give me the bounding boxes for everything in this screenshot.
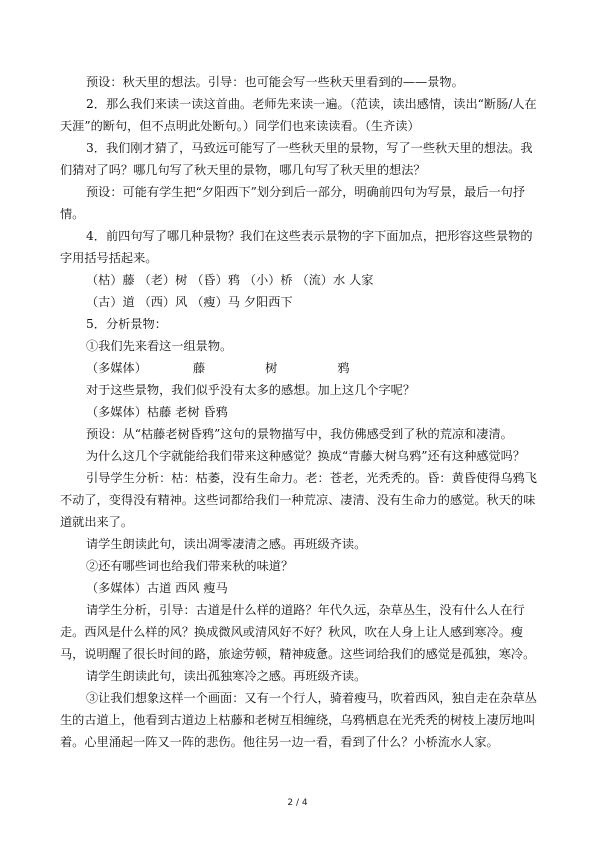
- paragraph: 3．我们刚才猜了，马致远可能写了一些秋天里的景物，写了一些秋天里的想法。我们猜对了吗？哪几句写了秋天里的景物，哪几句写了秋天里的想法？: [60, 141, 533, 177]
- paragraph: 为什么这几个字就能给我们带来这种感觉？换成“青藤大树乌鸦”还有这种感觉吗？: [86, 449, 526, 463]
- paragraph: 请学生朗读此句，读出凋零凄清之感。再班级齐读。: [86, 537, 367, 551]
- scenery-word: 树: [265, 361, 278, 375]
- scenery-line-1: （枯）藤 （老）树 （昏）鸦 （小）桥 （流）水 人家: [86, 273, 374, 287]
- paragraph: 4．前四句写了哪几种景物？我们在这些表示景物的字下面加点，把形容这些景物的字用括号括起来。: [60, 229, 533, 265]
- paragraph: 2．那么我们来读一读这首曲。老师先来读一遍。（范读，读出感情，读出“断肠/人在天涯”的断句，但不点明此处断句。）同学们也来读读看。（生齐读）: [60, 97, 537, 133]
- paragraph: 预设：从“枯藤老树昏鸦”这句的景物描写中，我仿佛感受到了秋的荒凉和凄清。: [86, 427, 513, 441]
- document-body: [60, 71, 538, 753]
- paragraph: 预设：秋天里的想法。引导：也可能会写一些秋天里看到的——景物。: [86, 75, 464, 89]
- paragraph: 5．分析景物：: [86, 317, 167, 331]
- multimedia-line: （多媒体）枯藤 老树 昏鸦: [86, 405, 228, 419]
- page-number: 2 / 4: [287, 798, 308, 808]
- paragraph: 请学生朗读此句，读出孤独寒冷之感。再班级齐读。: [86, 669, 367, 683]
- scenery-word: 鸦: [337, 361, 350, 375]
- multimedia-line: （多媒体）古道 西风 瘦马: [86, 581, 228, 595]
- paragraph: ③让我们想象这样一个画面：又有一个行人，骑着瘦马，吹着西风，独自走在杂草丛生的古道上，他看到古道边上枯藤和老树互相缠绕，乌鸦栖息在光秃秃的树枝上凄厉地叫着。心里涌起一阵又一阵的悲伤。他往另一边一看，看到了什么？小桥流水人家。: [60, 691, 537, 749]
- paragraph: 请学生分析，引导：古道是什么样的道路？年代久远，杂草丛生，没有什么人在行走。西风是什么样的风？换成微风或清风好不好？秋风，吹在人身上让人感到寒冷。瘦马，说明醒了很长时间的路，旅途劳顿，精神疲惫。这些词给我们的感觉是孤独，寒冷。: [60, 603, 536, 661]
- paragraph: ②还有哪些词也给我们带来秋的味道？: [86, 559, 294, 573]
- scenery-line-2: （古）道 （西）风 （瘦）马 夕阳西下: [86, 295, 293, 309]
- paragraph: 引导学生分析：枯：枯萎，没有生命力。老：苍老，光秃秃的。昏：黄昏使得乌鸦飞不动了，变得没有精神。这些词都给我们一种荒凉、凄清、没有生命力的感觉。秋天的味道就出来了。: [60, 471, 537, 529]
- multimedia-line: [60, 357, 538, 379]
- multimedia-label: （多媒体）: [86, 361, 147, 375]
- paragraph: ①我们先来看这一组景物。: [86, 339, 233, 353]
- paragraph: 对于这些景物，我们似乎没有太多的感想。加上这几个字呢？: [86, 383, 416, 397]
- paragraph: 预设：可能有学生把“夕阳西下”划分到后一部分，明确前四句为写景，最后一句抒情。: [60, 185, 526, 221]
- scenery-word: 藤: [192, 361, 206, 375]
